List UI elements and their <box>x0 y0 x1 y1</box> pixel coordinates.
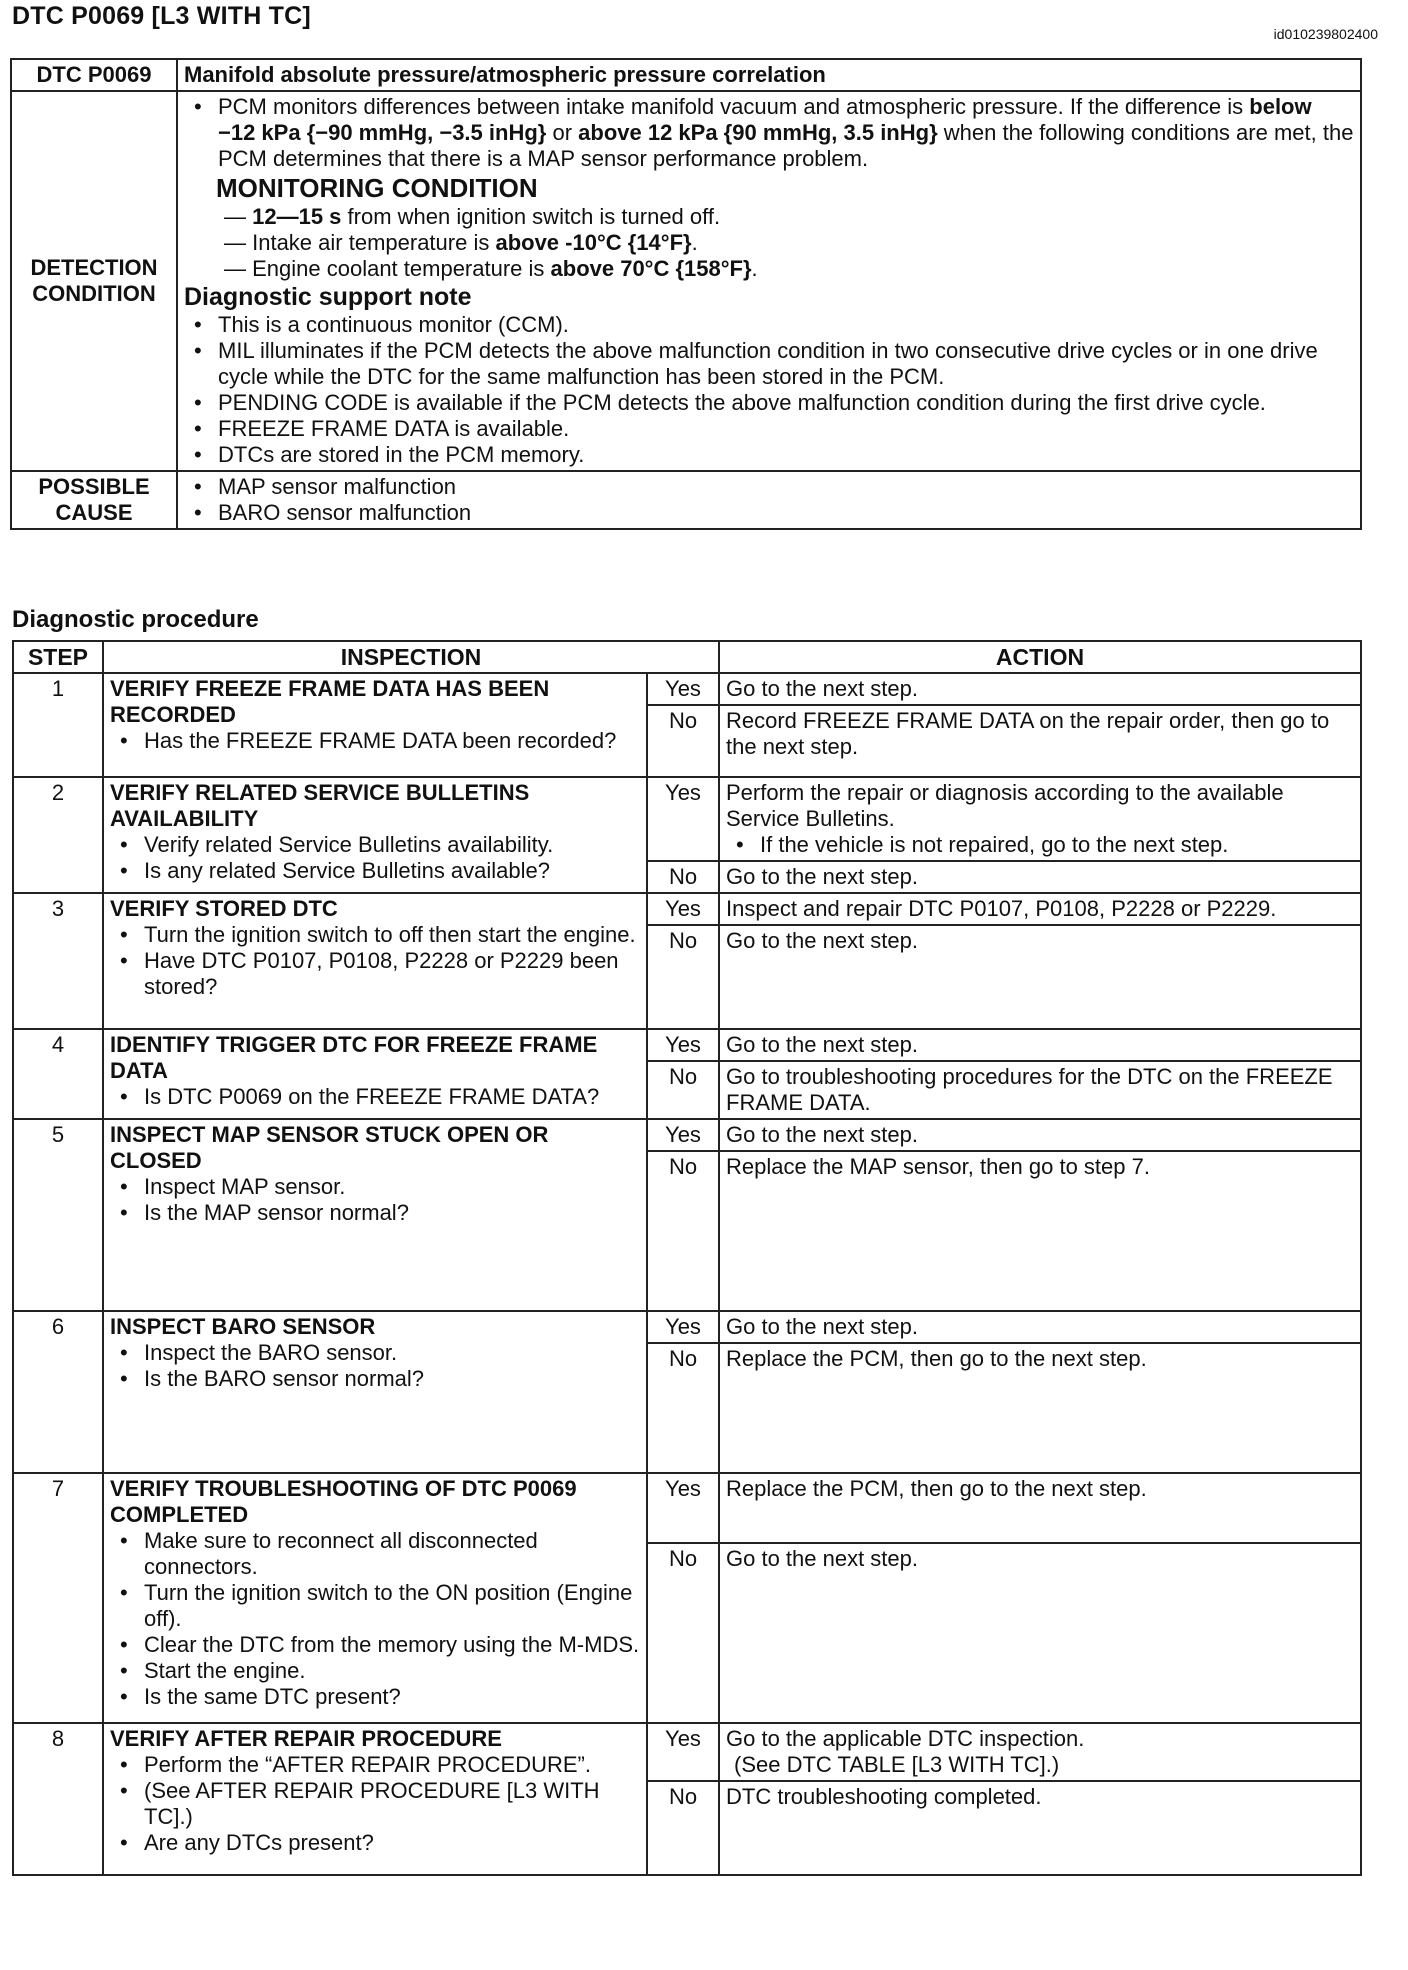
intro-text: when the following conditions are met, the PCM determines that there is a MAP sensor performance problem. <box>218 120 1354 171</box>
step-inspection <box>103 1473 647 1723</box>
step-title: VERIFY STORED DTC <box>110 896 338 921</box>
header-action: ACTION <box>719 641 1361 673</box>
step-number: 8 <box>13 1723 103 1875</box>
yes-action <box>719 893 1361 925</box>
header-row <box>13 641 1361 673</box>
monitor-text: . <box>751 256 758 281</box>
no-label: No <box>647 861 719 893</box>
step-item: • Make sure to reconnect all disconnected connectors. <box>144 1528 640 1580</box>
monitor-value: above 70°C {158°F} <box>550 256 752 281</box>
step-inspection <box>103 1029 647 1119</box>
step-number: 3 <box>13 893 103 1029</box>
page-title: DTC P0069 [L3 WITH TC] <box>12 2 311 30</box>
step-items <box>110 728 640 754</box>
dtc-header-row <box>11 59 1361 91</box>
step-row-3 <box>13 893 1361 925</box>
step-title: VERIFY FREEZE FRAME DATA HAS BEEN RECORDED <box>110 676 550 727</box>
yes-action-text: Replace the PCM, then go to the next step. <box>726 1476 1147 1501</box>
step-row-5 <box>13 1119 1361 1151</box>
step-item: • Have DTC P0107, P0108, P2228 or P2229 been stored? <box>144 948 640 1000</box>
no-label: No <box>647 1781 719 1875</box>
step-number: 1 <box>13 673 103 777</box>
no-label: No <box>647 1343 719 1473</box>
yes-sub-text: (See DTC TABLE [L3 WITH TC].) <box>734 1752 1060 1777</box>
step-item: • Is DTC P0069 on the FREEZE FRAME DATA? <box>144 1084 640 1110</box>
no-label: No <box>647 1151 719 1311</box>
detection-condition-label: DETECTION CONDITION <box>11 91 177 471</box>
yes-action <box>719 1723 1361 1781</box>
step-inspection <box>103 777 647 893</box>
intro-text: or <box>546 120 579 145</box>
step-row-7 <box>13 1473 1361 1543</box>
yes-label: Yes <box>647 777 719 861</box>
yes-action <box>719 1311 1361 1343</box>
no-label: No <box>647 705 719 777</box>
intro-text: PCM monitors differences between intake manifold vacuum and atmospheric pressure. If the difference is <box>218 94 1250 119</box>
step-item: • Is any related Service Bulletins available? <box>144 858 640 884</box>
yes-label: Yes <box>647 1473 719 1543</box>
step-items <box>110 1084 640 1110</box>
document-id: id010239802400 <box>1273 26 1378 42</box>
yes-action-text: Go to the next step. <box>726 1314 919 1339</box>
support-notes-list <box>184 312 1354 468</box>
no-action: Go to the next step. <box>719 925 1361 1029</box>
yes-action <box>719 1029 1361 1061</box>
support-note: • PENDING CODE is available if the PCM detects the above malfunction condition during the first drive cycle. <box>218 390 1354 416</box>
step-inspection <box>103 1119 647 1311</box>
step-item: • Has the FREEZE FRAME DATA been recorded? <box>144 728 640 754</box>
step-row-6 <box>13 1311 1361 1343</box>
yes-label: Yes <box>647 1119 719 1151</box>
monitor-value: 12—15 s <box>252 204 342 229</box>
yes-action <box>719 777 1361 861</box>
step-item: • Inspect the BARO sensor. <box>144 1340 640 1366</box>
step-title: IDENTIFY TRIGGER DTC FOR FREEZE FRAME DATA <box>110 1032 598 1083</box>
yes-label: Yes <box>647 673 719 705</box>
step-item: • Inspect MAP sensor. <box>144 1174 640 1200</box>
step-item: • Clear the DTC from the memory using the M-MDS. <box>144 1632 640 1658</box>
cause-list <box>184 474 1354 526</box>
yes-action-text: Go to the applicable DTC inspection. <box>726 1726 1085 1751</box>
yes-action-text: Go to the next step. <box>726 676 919 701</box>
step-number: 4 <box>13 1029 103 1119</box>
detection-intro-list <box>184 94 1354 172</box>
step-item: • Perform the “AFTER REPAIR PROCEDURE”. <box>144 1752 640 1778</box>
no-label: No <box>647 1543 719 1723</box>
yes-label: Yes <box>647 1311 719 1343</box>
detection-condition-content <box>177 91 1361 471</box>
header-step: STEP <box>13 641 103 673</box>
step-title: INSPECT BARO SENSOR <box>110 1314 376 1339</box>
detection-condition-row <box>11 91 1361 471</box>
step-item: • (See AFTER REPAIR PROCEDURE [L3 WITH TC].) <box>144 1778 640 1830</box>
possible-cause-content <box>177 471 1361 529</box>
step-item: • Is the MAP sensor normal? <box>144 1200 640 1226</box>
no-action: Go to the next step. <box>719 1543 1361 1723</box>
step-number: 7 <box>13 1473 103 1723</box>
possible-cause-label: POSSIBLE CAUSE <box>11 471 177 529</box>
support-note: • MIL illuminates if the PCM detects the above malfunction condition in two consecutive drive cycles or in one drive cycle while the DTC for the same malfunction has been stored in the PCM. <box>218 338 1354 390</box>
step-row-8 <box>13 1723 1361 1781</box>
step-item: • Is the BARO sensor normal? <box>144 1366 640 1392</box>
yes-sub-item: • If the vehicle is not repaired, go to the next step. <box>760 832 1354 858</box>
step-title: VERIFY AFTER REPAIR PROCEDURE <box>110 1726 502 1751</box>
step-items <box>110 1174 640 1226</box>
step-row-2 <box>13 777 1361 861</box>
yes-label: Yes <box>647 893 719 925</box>
no-action: Record FREEZE FRAME DATA on the repair order, then go to the next step. <box>719 705 1361 777</box>
yes-action-text: Inspect and repair DTC P0107, P0108, P2228 or P2229. <box>726 896 1277 921</box>
step-items <box>110 1528 640 1710</box>
step-number: 5 <box>13 1119 103 1311</box>
step-inspection <box>103 673 647 777</box>
support-note: • This is a continuous monitor (CCM). <box>218 312 1354 338</box>
no-label: No <box>647 925 719 1029</box>
step-items <box>110 1340 640 1392</box>
intro-threshold-low: below −12 kPa {−90 mmHg, −3.5 inHg} <box>218 94 1312 145</box>
step-items <box>110 832 640 884</box>
possible-cause-row <box>11 471 1361 529</box>
no-label: No <box>647 1061 719 1119</box>
step-item: • Is the same DTC present? <box>144 1684 640 1710</box>
detection-intro <box>218 94 1354 172</box>
step-inspection <box>103 1311 647 1473</box>
header-inspection: INSPECTION <box>103 641 719 673</box>
yes-label: Yes <box>647 1723 719 1781</box>
yes-action-text: Go to the next step. <box>726 1122 919 1147</box>
no-action: Replace the PCM, then go to the next step. <box>719 1343 1361 1473</box>
step-row-4 <box>13 1029 1361 1061</box>
dtc-summary-table <box>10 58 1362 530</box>
monitor-value: above -10°C {14°F} <box>495 230 692 255</box>
monitor-text: — Engine coolant temperature is <box>224 256 551 281</box>
step-inspection <box>103 1723 647 1875</box>
section-title: Diagnostic procedure <box>12 606 259 633</box>
yes-label: Yes <box>647 1029 719 1061</box>
monitor-text: . <box>691 230 698 255</box>
monitoring-condition-3 <box>184 256 1354 282</box>
yes-action-text: Go to the next step. <box>726 1032 919 1057</box>
no-action: Go to troubleshooting procedures for the DTC on the FREEZE FRAME DATA. <box>719 1061 1361 1119</box>
step-items <box>110 1752 640 1856</box>
dtc-code: DTC P0069 <box>11 59 177 91</box>
monitoring-condition-heading: MONITORING CONDITION <box>216 173 538 203</box>
intro-threshold-high: above 12 kPa {90 mmHg, 3.5 inHg} <box>578 120 938 145</box>
step-inspection <box>103 893 647 1029</box>
monitor-text: — Intake air temperature is <box>224 230 496 255</box>
step-items <box>110 922 640 1000</box>
yes-action-text: Perform the repair or diagnosis according to the available Service Bulletins. <box>726 780 1284 831</box>
no-action: Replace the MAP sensor, then go to step 7. <box>719 1151 1361 1311</box>
step-number: 2 <box>13 777 103 893</box>
dtc-description: Manifold absolute pressure/atmospheric pressure correlation <box>177 59 1361 91</box>
diagnostic-body <box>13 641 1361 1875</box>
no-action: DTC troubleshooting completed. <box>719 1781 1361 1875</box>
step-title: INSPECT MAP SENSOR STUCK OPEN OR CLOSED <box>110 1122 549 1173</box>
cause-item: • MAP sensor malfunction <box>218 474 1354 500</box>
step-row-1 <box>13 673 1361 705</box>
diagnostic-procedure-table <box>12 640 1362 1876</box>
monitoring-condition-1 <box>184 204 1354 230</box>
support-note: • DTCs are stored in the PCM memory. <box>218 442 1354 468</box>
step-title: VERIFY RELATED SERVICE BULLETINS AVAILABILITY <box>110 780 530 831</box>
monitoring-condition-2 <box>184 230 1354 256</box>
step-item: • Turn the ignition switch to the ON position (Engine off). <box>144 1580 640 1632</box>
yes-action <box>719 1473 1361 1543</box>
yes-action <box>719 1119 1361 1151</box>
step-item: • Start the engine. <box>144 1658 640 1684</box>
step-item: • Turn the ignition switch to off then start the engine. <box>144 922 640 948</box>
step-title: VERIFY TROUBLESHOOTING OF DTC P0069 COMPLETED <box>110 1476 577 1527</box>
yes-action <box>719 673 1361 705</box>
cause-item: • BARO sensor malfunction <box>218 500 1354 526</box>
diagnostic-support-heading: Diagnostic support note <box>184 283 472 311</box>
support-note: • FREEZE FRAME DATA is available. <box>218 416 1354 442</box>
monitor-text: — <box>224 204 253 229</box>
step-item: • Verify related Service Bulletins availability. <box>144 832 640 858</box>
monitor-text: from when ignition switch is turned off. <box>341 204 721 229</box>
yes-sub-list <box>726 832 1354 858</box>
step-item: • Are any DTCs present? <box>144 1830 640 1856</box>
no-action: Go to the next step. <box>719 861 1361 893</box>
step-number: 6 <box>13 1311 103 1473</box>
